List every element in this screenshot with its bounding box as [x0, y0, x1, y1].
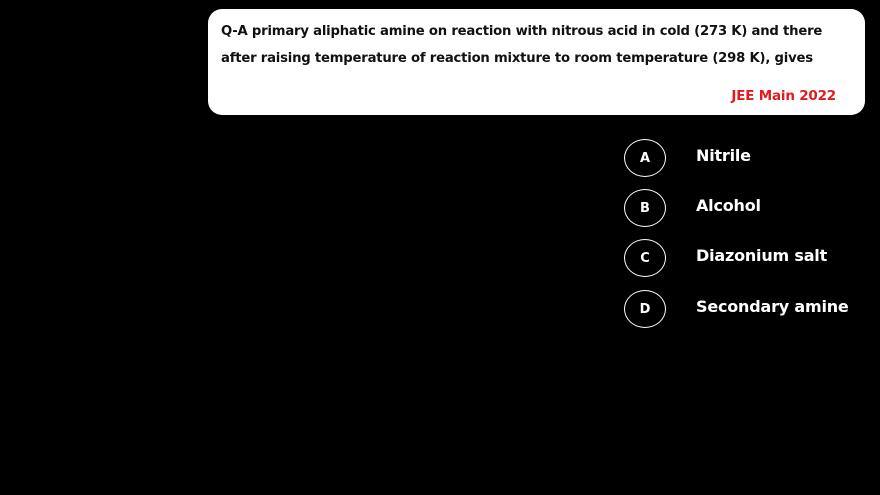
option-label-b: Alcohol	[696, 196, 761, 215]
option-letter-d: D	[624, 290, 666, 328]
option-letter-b: B	[624, 189, 666, 227]
option-label-d: Secondary amine	[696, 297, 849, 316]
option-c[interactable]	[624, 239, 874, 279]
option-letter-c: C	[624, 239, 666, 277]
option-letter-a: A	[624, 139, 666, 177]
option-label-c: Diazonium salt	[696, 246, 828, 265]
option-b[interactable]	[624, 189, 874, 229]
question-card	[208, 9, 865, 115]
option-label-a: Nitrile	[696, 146, 751, 165]
option-a[interactable]	[624, 139, 874, 179]
question-text: Q-A primary aliphatic amine on reaction with nitrous acid in cold (273 K) and there after raising temperature of reaction mixture to room temperature (298 K), gives	[221, 24, 823, 66]
option-d[interactable]	[624, 290, 874, 330]
exam-tag: JEE Main 2022	[731, 88, 836, 104]
